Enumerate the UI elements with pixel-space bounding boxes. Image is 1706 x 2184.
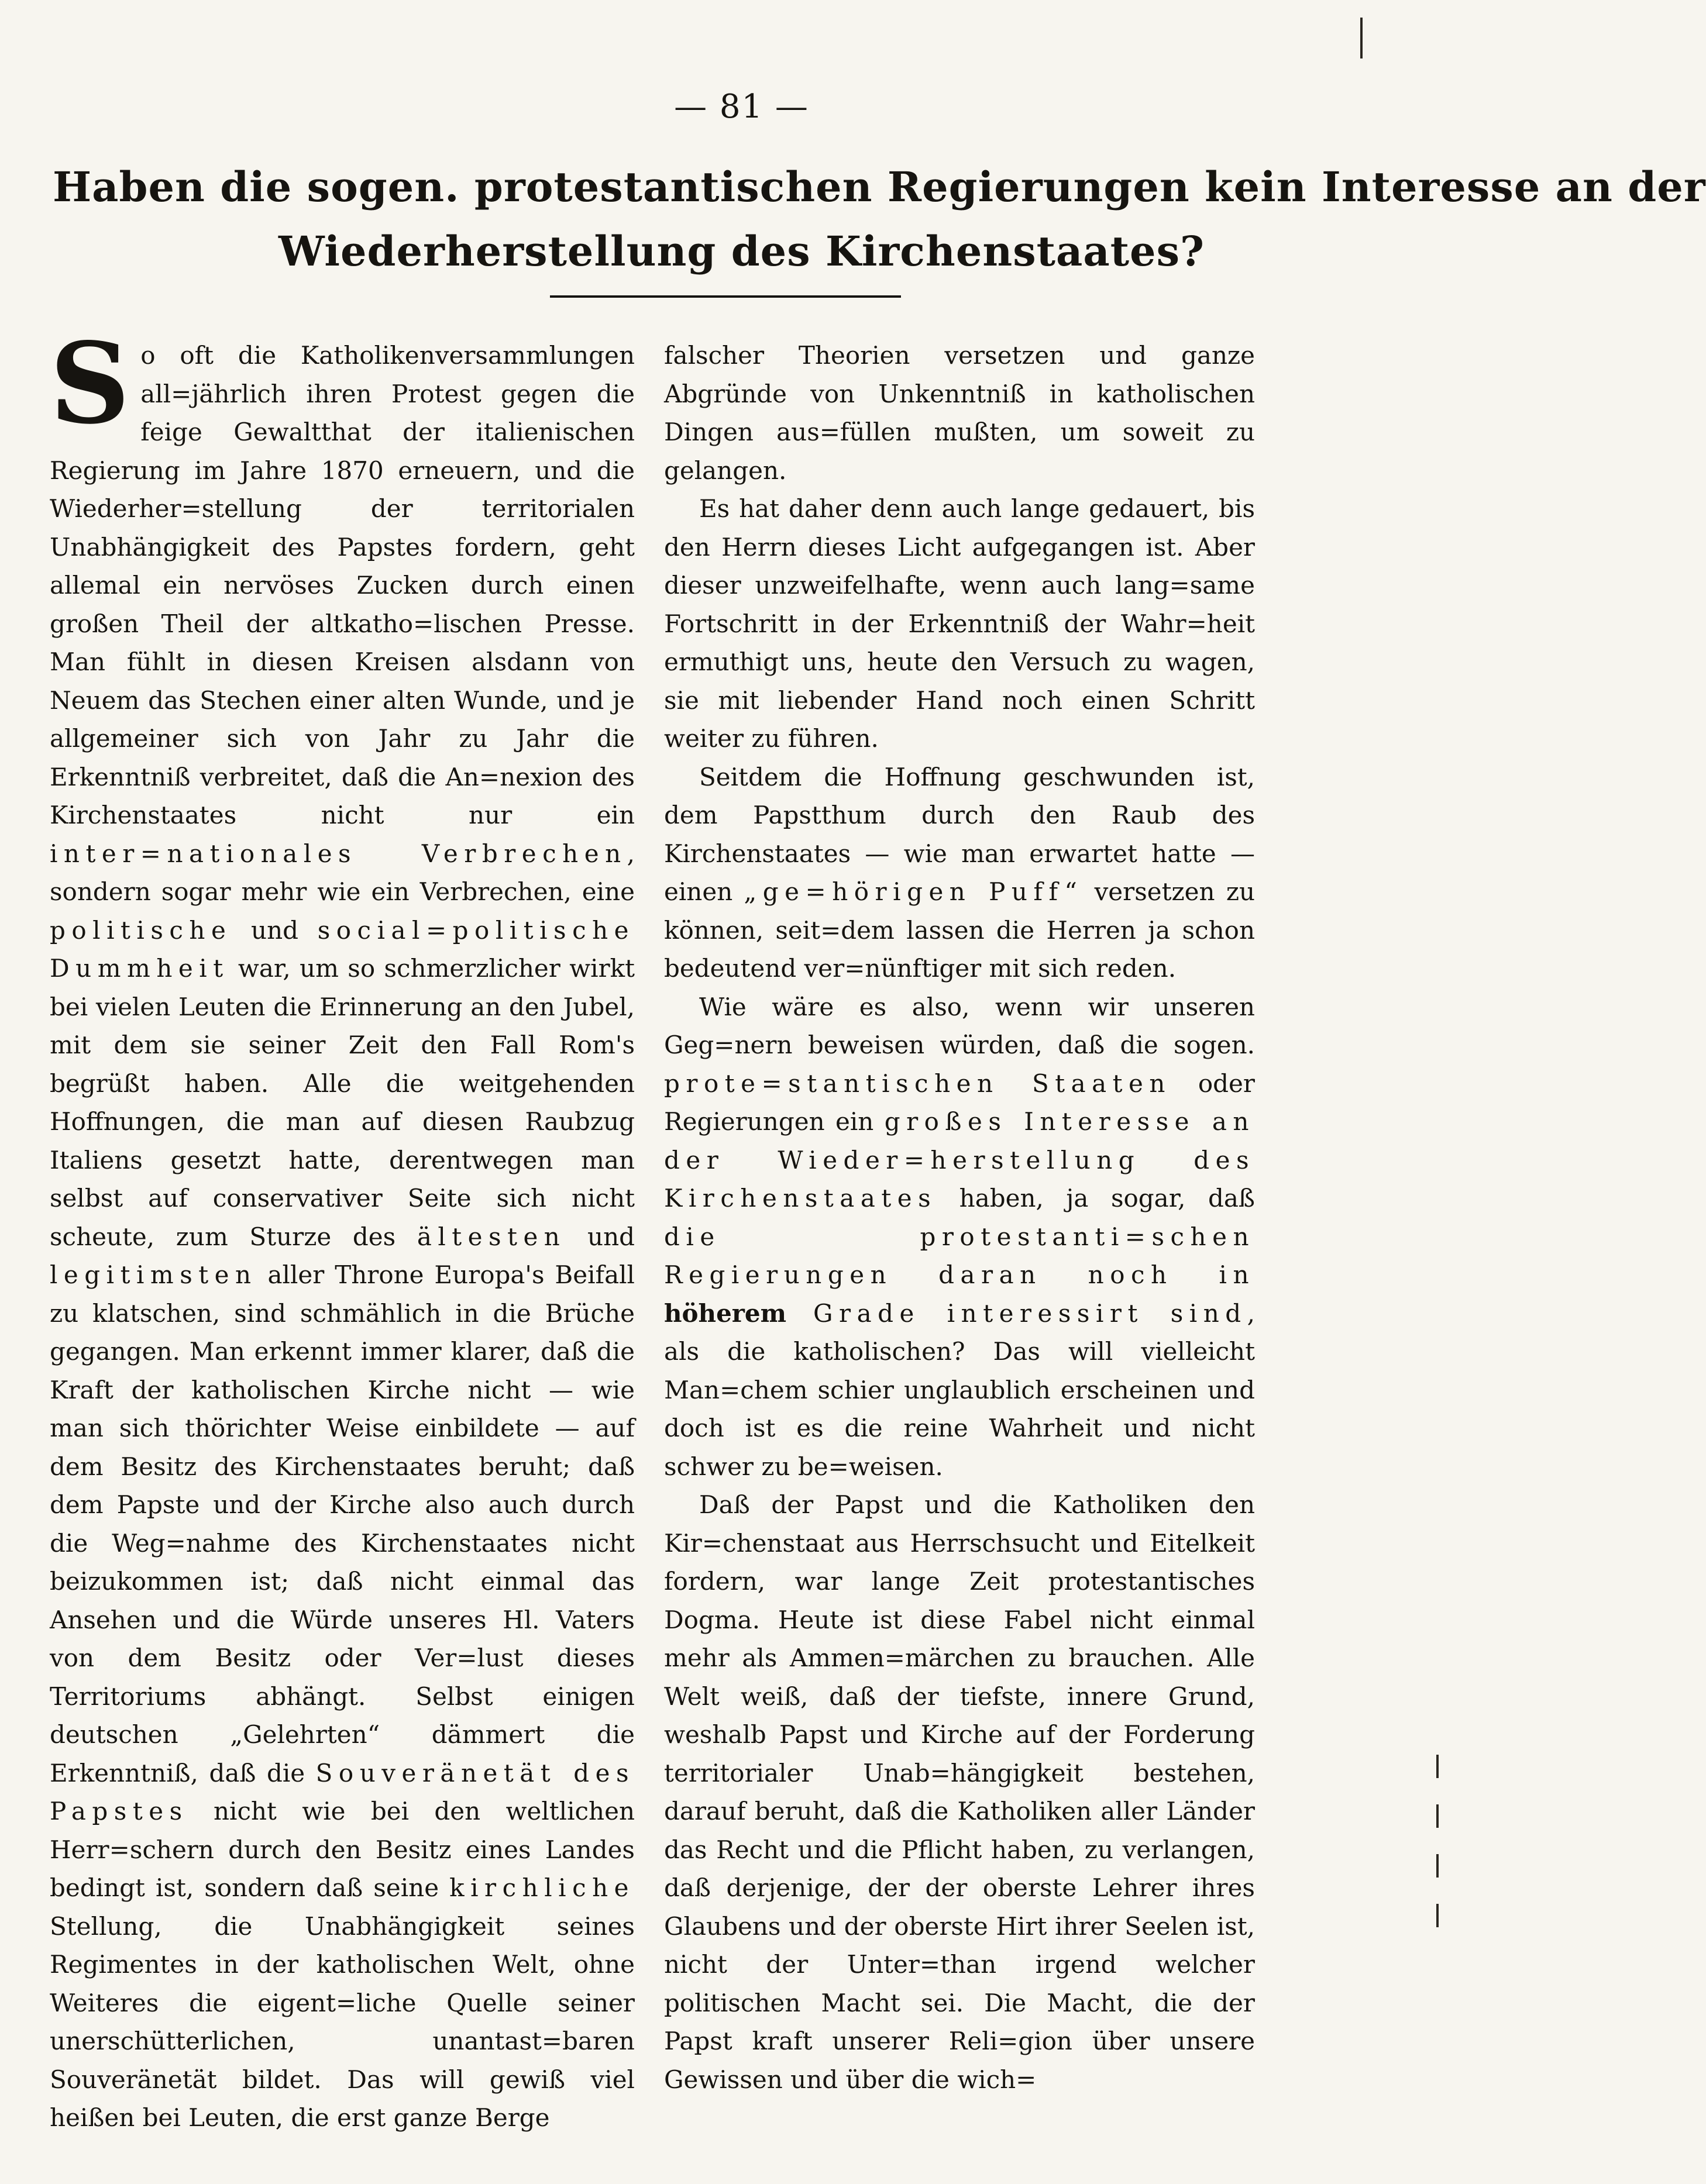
drop-cap: S: [50, 318, 130, 449]
text-run: haben, ja sogar, daß: [937, 1184, 1255, 1212]
margin-mark: [1436, 1904, 1439, 1927]
emphasis-spaced: Souveränetät des Papstes: [50, 1758, 635, 1825]
emphasis-spaced: die protestanti=schen Regierungen daran noch in: [664, 1222, 1255, 1289]
text-run: , sondern sogar mehr wie ein Verbrechen, eine: [50, 839, 635, 906]
emphasis-spaced: „ge=hörigen Puff“: [744, 877, 1084, 906]
title-line-2: Wiederherstellung des Kirchenstaates?: [278, 227, 1205, 275]
emphasis-spaced: politische: [50, 915, 232, 945]
text-run: , als die katholischen? Das will vielleicht Man=chem schier unglaublich erscheinen und doch ist es die reine Wahrheit und nicht schwer zu be=weisen.: [664, 1298, 1255, 1481]
text-run: Wie wäre es also, wenn wir unseren Geg=nern beweisen würden, daß die sogen.: [664, 992, 1255, 1059]
right-paragraph-4: [664, 988, 1255, 1486]
right-paragraph-3: [664, 758, 1255, 988]
emphasis-spaced: inter=nationales Verbrechen: [50, 839, 627, 868]
margin-mark: [1360, 18, 1363, 58]
margin-mark: [1436, 1755, 1439, 1778]
text-run: war, um so schmerzlicher wirkt bei vielen Leuten die Erinnerung an den Jubel, mit dem sie seiner Zeit den Fall Rom's begrüßt haben. Alle die weitgehenden Hoffnungen, die man auf diesen Raubzug Italiens gesetzt hatte, derentwegen man selbst auf conservativer Seite sich nicht scheute, zum Sturze des: [50, 954, 635, 1251]
right-paragraph-2: Es hat daher denn auch lange gedauert, bis den Herrn dieses Licht aufgegangen ist. Aber dieser unzweifelhafte, wenn auch lang=same Fortschritt in der Erkenntniß der Wahr=heit ermuthigt uns, heute den Versuch zu wagen, sie mit liebender Hand noch einen Schritt weiter zu führen.: [664, 494, 1255, 753]
emphasis-spaced: kirchliche: [449, 1873, 635, 1902]
emphasis-spaced: social=politische Dummheit: [50, 915, 635, 983]
text-run: o oft die Katholikenversammlungen all=jährlich ihren Protest gegen die feige Gewaltthat der italienischen Regierung im Jahre 1870 erneuern, und die Wiederher=stellung der territorialen Unabhängigkeit des Papstes fordern, geht allemal ein nervöses Zucken durch einen großen Theil der altkatho=lischen Presse. Man fühlt in diesen Kreisen alsdann von Neuem das Stechen einer alten Wunde, und je allgemeiner sich von Jahr zu Jahr die Erkenntniß verbreitet, daß die An=nexion des Kirchenstaates nicht nur ein: [50, 341, 635, 829]
margin-mark: [1436, 1854, 1439, 1878]
right-paragraph-5: Daß der Papst und die Katholiken den Kir=chenstaat aus Herrschsucht und Eitelkeit fordern, war lange Zeit protestantisches Dogma. Heute ist diese Fabel nicht einmal mehr als Ammen=märchen zu brauchen. Alle Welt weiß, daß der tiefste, innere Grund, weshalb Papst und Kirche auf der Forderung territorialer Unab=hängigkeit bestehen, darauf beruht, daß die Katholiken aller Länder das Recht und die Pflicht haben, zu verlangen, daß derjenige, der der oberste Lehrer ihres Glaubens und der oberste Hirt ihrer Seelen ist, nicht der Unter=than irgend welcher politischen Macht sei. Die Macht, die der Papst kraft unserer Reli=gion über unsere Gewissen und über die wich=: [664, 1490, 1255, 2094]
emphasis-spaced: legitimsten: [50, 1260, 257, 1289]
text-run: Seitdem die Hoffnung geschwunden ist, dem Papstthum durch den Raub des Kirchenstaates — wie man erwartet hatte — einen: [664, 762, 1255, 906]
text-run: oder Regierungen ein: [664, 1069, 1255, 1136]
page-number: — 81 —: [674, 88, 809, 126]
emphasis-spaced: ältesten: [417, 1222, 566, 1251]
left-paragraph-1: [50, 318, 635, 2137]
text-run: und: [232, 915, 318, 945]
title-divider: [550, 295, 901, 298]
text-run: aller Throne Europa's Beifall zu klatschen, sind schmählich in die Brüche gegangen. Man erkennt immer klarer, daß die Kraft der katholischen Kirche nicht — wie man sich thörichter Weise einbildete — auf dem Besitz des Kirchenstaates beruht; daß dem Papste und der Kirche also auch durch die Weg=nahme des Kirchenstaates nicht beizukommen ist; daß nicht einmal das Ansehen und die Würde unseres Hl. Vaters von dem Besitz oder Ver=lust dieses Territoriums abhängt. Selbst einigen deutschen „Gelehrten“ dämmert die Erkenntniß, daß die: [50, 1260, 635, 1787]
text-run: versetzen zu können, seit=dem lassen die Herren ja schon bedeutend ver=nünftiger mit sich reden.: [664, 877, 1256, 983]
emphasis-spaced: großes Interesse an der Wieder=herstellung des Kirchenstaates: [664, 1107, 1255, 1212]
text-run: Stellung, die Unabhängigkeit seines Regimentes in der katholischen Welt, ohne Weiteres die eigent=liche Quelle seiner unerschütterlichen, unantast=baren Souveränetät bildet. Das will gewiß viel heißen bei Leuten, die erst ganze Berge: [50, 1911, 635, 2132]
text-run: nicht wie bei den weltlichen Herr=schern durch den Besitz eines Landes bedingt ist, sondern daß seine: [50, 1797, 635, 1902]
left-column: [50, 318, 635, 2132]
title-line-1: Haben die sogen. protestantischen Regierungen kein Interesse an der: [53, 163, 1706, 211]
right-column: [664, 336, 1256, 2094]
article-title: [53, 155, 1706, 284]
emphasis-bold: höherem: [664, 1298, 787, 1328]
emphasis-spaced: Grade interessirt sind: [786, 1298, 1247, 1328]
text-run: und: [566, 1222, 635, 1251]
emphasis-spaced: prote=stantischen Staaten: [664, 1069, 1171, 1098]
right-paragraph-1: falscher Theorien versetzen und ganze Abgründe von Unkenntniß in katholischen Dingen aus=füllen mußten, um soweit zu gelangen.: [664, 341, 1255, 485]
margin-mark: [1436, 1804, 1439, 1828]
